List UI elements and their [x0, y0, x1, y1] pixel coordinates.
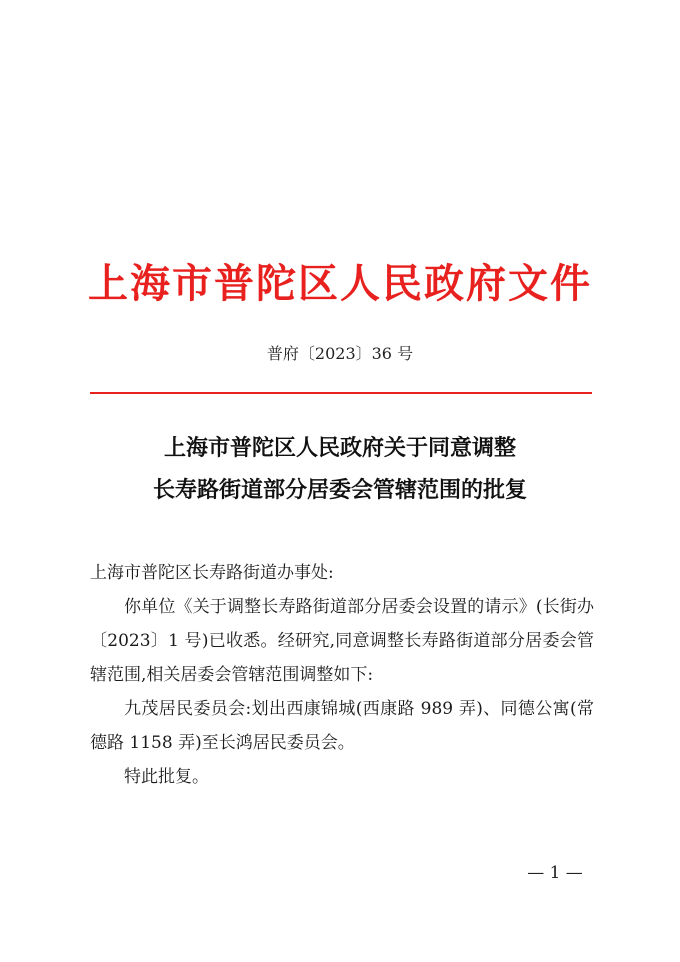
body-paragraph-2: 九茂居民委员会:划出西康锦城(西康路 989 弄)、同德公寓(常德路 1158 弄)至长鸿居民委员会。 [90, 699, 594, 753]
body-paragraph-1: 你单位《关于调整长寿路街道部分居委会设置的请示》(长街办〔2023〕1 号)已收悉。经研究,同意调整长寿路街道部分居委会管辖范围,相关居委会管辖范围调整如下: [90, 597, 594, 685]
closing-line: 特此批复。 [124, 767, 209, 787]
addressee: 上海市普陀区长寿路街道办事处: [90, 563, 334, 583]
page-number: — 1 — [527, 863, 583, 883]
subject-line-2: 长寿路街道部分居委会管辖范围的批复 [152, 478, 527, 503]
document-body [90, 556, 594, 794]
document-header-title: 上海市普陀区人民政府文件 [88, 260, 592, 307]
document-subject [0, 428, 680, 512]
red-divider-line [90, 392, 592, 394]
subject-line-1: 上海市普陀区人民政府关于同意调整 [163, 436, 516, 461]
document-number: 普府〔2023〕36 号 [266, 344, 414, 363]
